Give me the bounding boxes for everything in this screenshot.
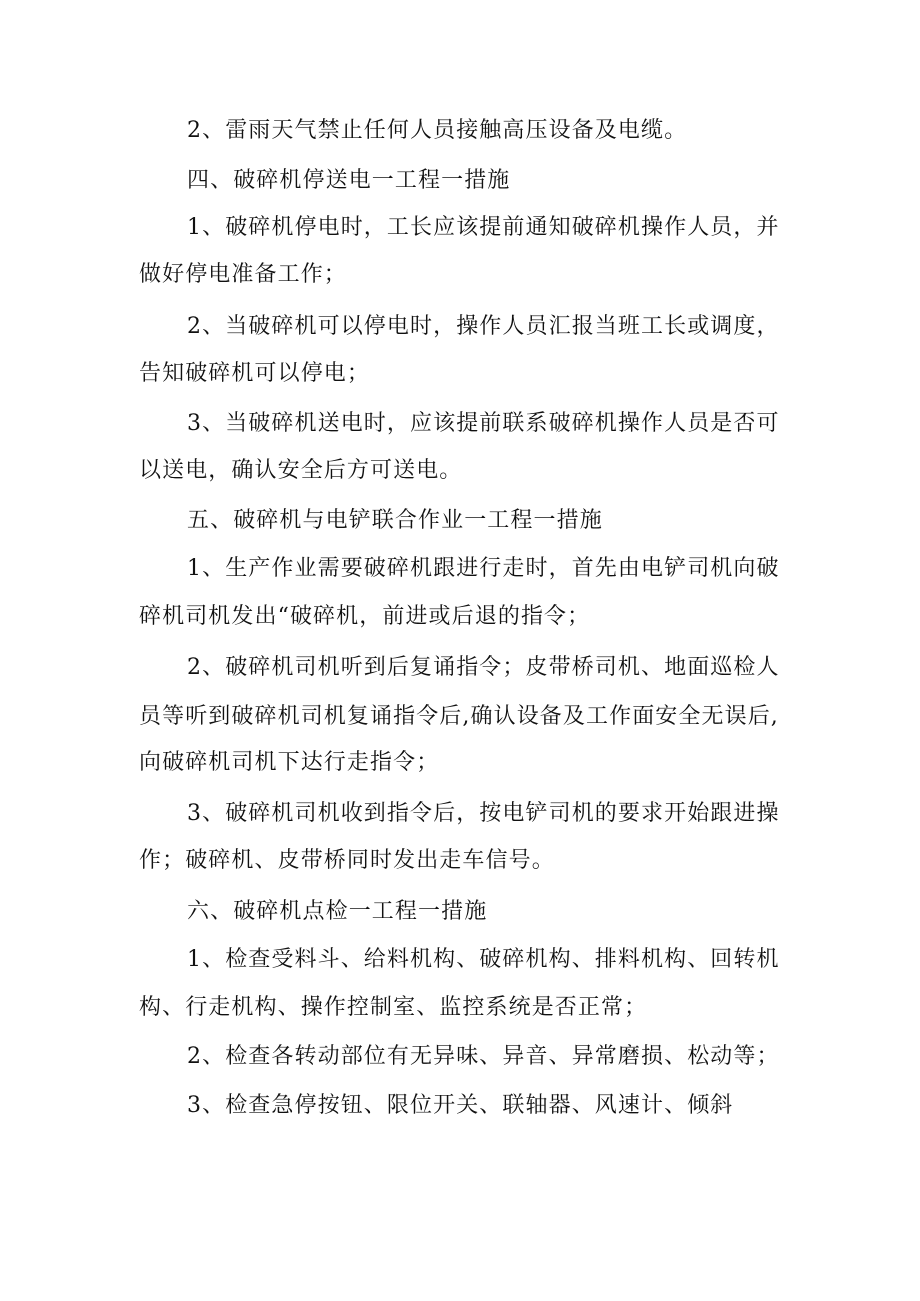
paragraph-line: 2、破碎机司机听到后复诵指令；皮带桥司机、地面巡检人 xyxy=(187,655,780,680)
paragraph-line: 做好停电准备工作； xyxy=(139,262,347,287)
paragraph-line: 告知破碎机可以停电； xyxy=(139,361,371,386)
paragraph-line: 2、当破碎机可以停电时，操作人员汇报当班工长或调度， xyxy=(187,314,780,339)
section-heading: 五、破碎机与电铲联合作业一工程一措施 xyxy=(187,508,603,533)
section-heading: 六、破碎机点检一工程一措施 xyxy=(187,899,488,924)
paragraph-line: 向破碎机司机下达行走指令； xyxy=(139,750,440,775)
section-heading: 四、破碎机停送电一工程一措施 xyxy=(187,168,511,193)
paragraph-line: 2、雷雨天气禁止任何人员接触高压设备及电缆。 xyxy=(187,118,688,143)
paragraph-line: 2、检查各转动部位有无异味、异音、异常磨损、松动等； xyxy=(187,1044,780,1069)
paragraph-line: 作；破碎机、皮带桥同时发出走车信号。 xyxy=(139,848,555,873)
paragraph-line: 1、破碎机停电时，工长应该提前通知破碎机操作人员，并 xyxy=(187,215,780,240)
paragraph-line: 员等听到破碎机司机复诵指令后,确认设备及工作面安全无误后, xyxy=(139,704,779,729)
paragraph-line: 1、检查受料斗、给料机构、破碎机构、排料机构、回转机 xyxy=(187,947,780,972)
paragraph-line: 1、生产作业需要破碎机跟进行走时，首先由电铲司机向破 xyxy=(187,556,780,581)
paragraph-line: 3、当破碎机送电时，应该提前联系破碎机操作人员是否可 xyxy=(187,411,780,436)
paragraph-line: 碎机司机发出“破碎机，前进或后退的指令； xyxy=(139,604,591,629)
paragraph-line: 以送电，确认安全后方可送电。 xyxy=(139,458,463,483)
paragraph-line: 3、破碎机司机收到指令后，按电铲司机的要求开始跟进操 xyxy=(187,801,780,826)
paragraph-line: 构、行走机构、操作控制室、监控系统是否正常； xyxy=(139,995,648,1020)
paragraph-line: 3、检查急停按钮、限位开关、联轴器、风速计、倾斜 xyxy=(187,1093,734,1118)
